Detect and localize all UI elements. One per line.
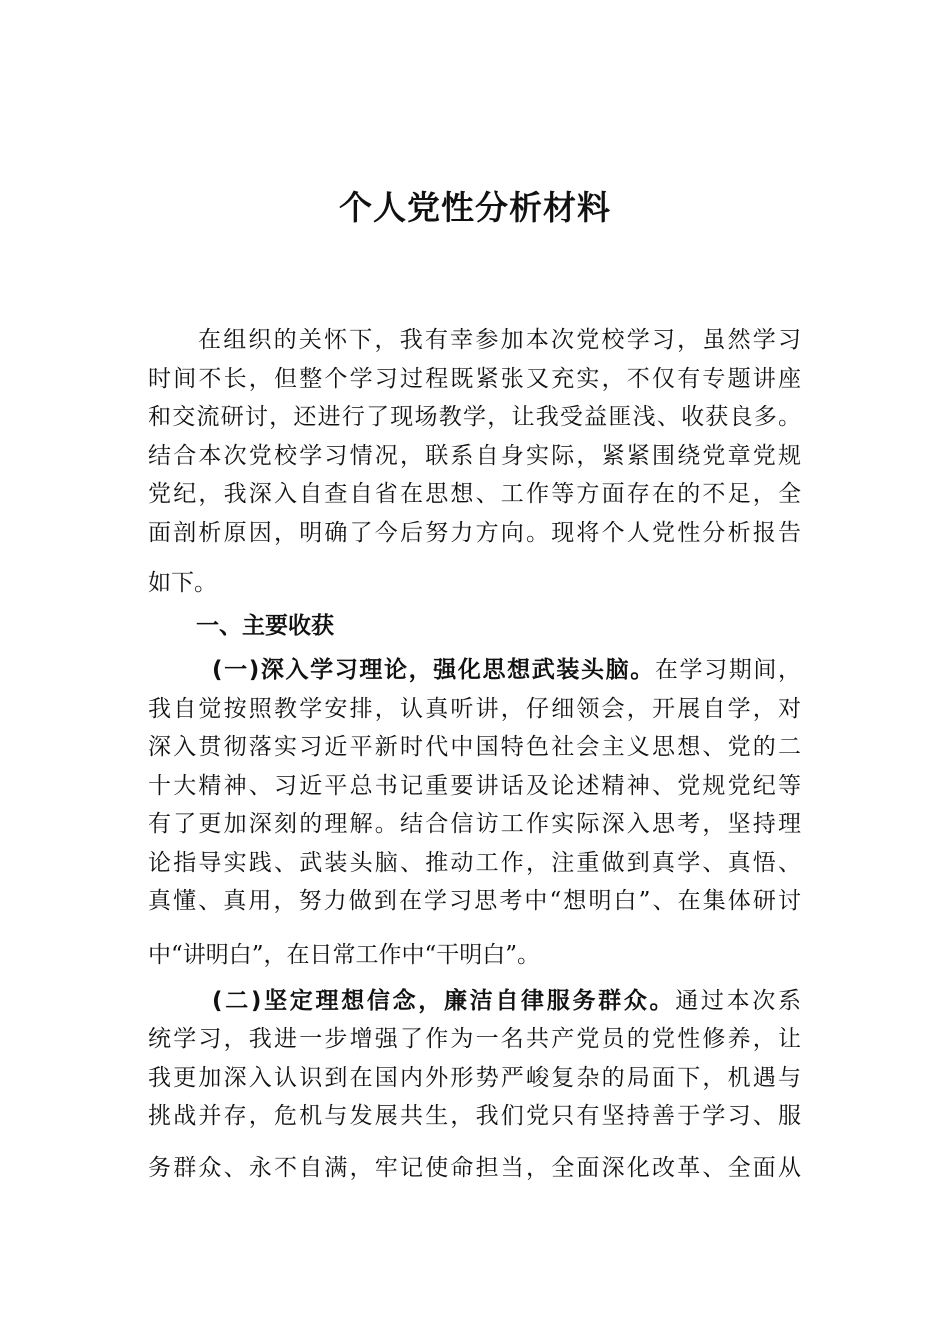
- intro-line-1: 在组织的关怀下，我有幸参加本次党校学习，虽然学习: [198, 327, 801, 353]
- item2-line-3: 我更加深入认识到在国内外形势严峻复杂的局面下，机遇与: [148, 1065, 801, 1091]
- item2-first-line: [212, 983, 801, 1019]
- section-heading-main-gains: 一、主要收获: [196, 613, 334, 639]
- document-title: 个人党性分析材料: [339, 188, 611, 227]
- item1-lead: (一)深入学习理论，强化思想武装头脑。: [212, 657, 655, 683]
- item1-line-8: 中“讲明白”，在日常工作中“干明白”。: [148, 942, 541, 968]
- item2-lead: (二)坚定理想信念，廉洁自律服务群众。: [212, 988, 676, 1014]
- item2-line-5: 务群众、永不自满，牢记使命担当，全面深化改革、全面从: [148, 1155, 801, 1181]
- item1-line-6: 论指导实践、武装头脑、推动工作，注重做到真学、真悟、: [148, 850, 801, 876]
- intro-line-3: 和交流研讨，还进行了现场教学，让我受益匪浅、收获良多。: [148, 404, 801, 430]
- item1-line-7: 真懂、真用，努力做到在学习思考中“想明白”、在集体研讨: [148, 888, 801, 914]
- intro-line-7: 如下。: [148, 570, 217, 596]
- intro-line-4: 结合本次党校学习情况，联系自身实际，紧紧围绕党章党规: [148, 443, 801, 469]
- intro-line-6: 面剖析原因，明确了今后努力方向。现将个人党性分析报告: [148, 520, 801, 546]
- item2-first-rest: 通过本次系: [675, 988, 801, 1014]
- item2-line-2: 统学习，我进一步增强了作为一名共产党员的党性修养，让: [148, 1026, 801, 1052]
- item2-line-4: 挑战并存，危机与发展共生，我们党只有坚持善于学习、服: [148, 1103, 801, 1129]
- item1-line-5: 有了更加深刻的理解。结合信访工作实际深入思考，坚持理: [148, 811, 801, 837]
- item1-first-line: [212, 652, 801, 688]
- item1-first-rest: 在学习期间，: [654, 657, 801, 683]
- item1-line-4: 十大精神、习近平总书记重要讲话及论述精神、党规党纪等: [148, 773, 801, 799]
- item1-line-3: 深入贯彻落实习近平新时代中国特色社会主义思想、党的二: [148, 734, 801, 760]
- intro-line-2: 时间不长，但整个学习过程既紧张又充实，不仅有专题讲座: [148, 366, 801, 392]
- intro-line-5: 党纪，我深入自查自省在思想、工作等方面存在的不足，全: [148, 481, 801, 507]
- item1-line-2: 我自觉按照教学安排，认真听讲，仔细领会，开展自学，对: [148, 696, 801, 722]
